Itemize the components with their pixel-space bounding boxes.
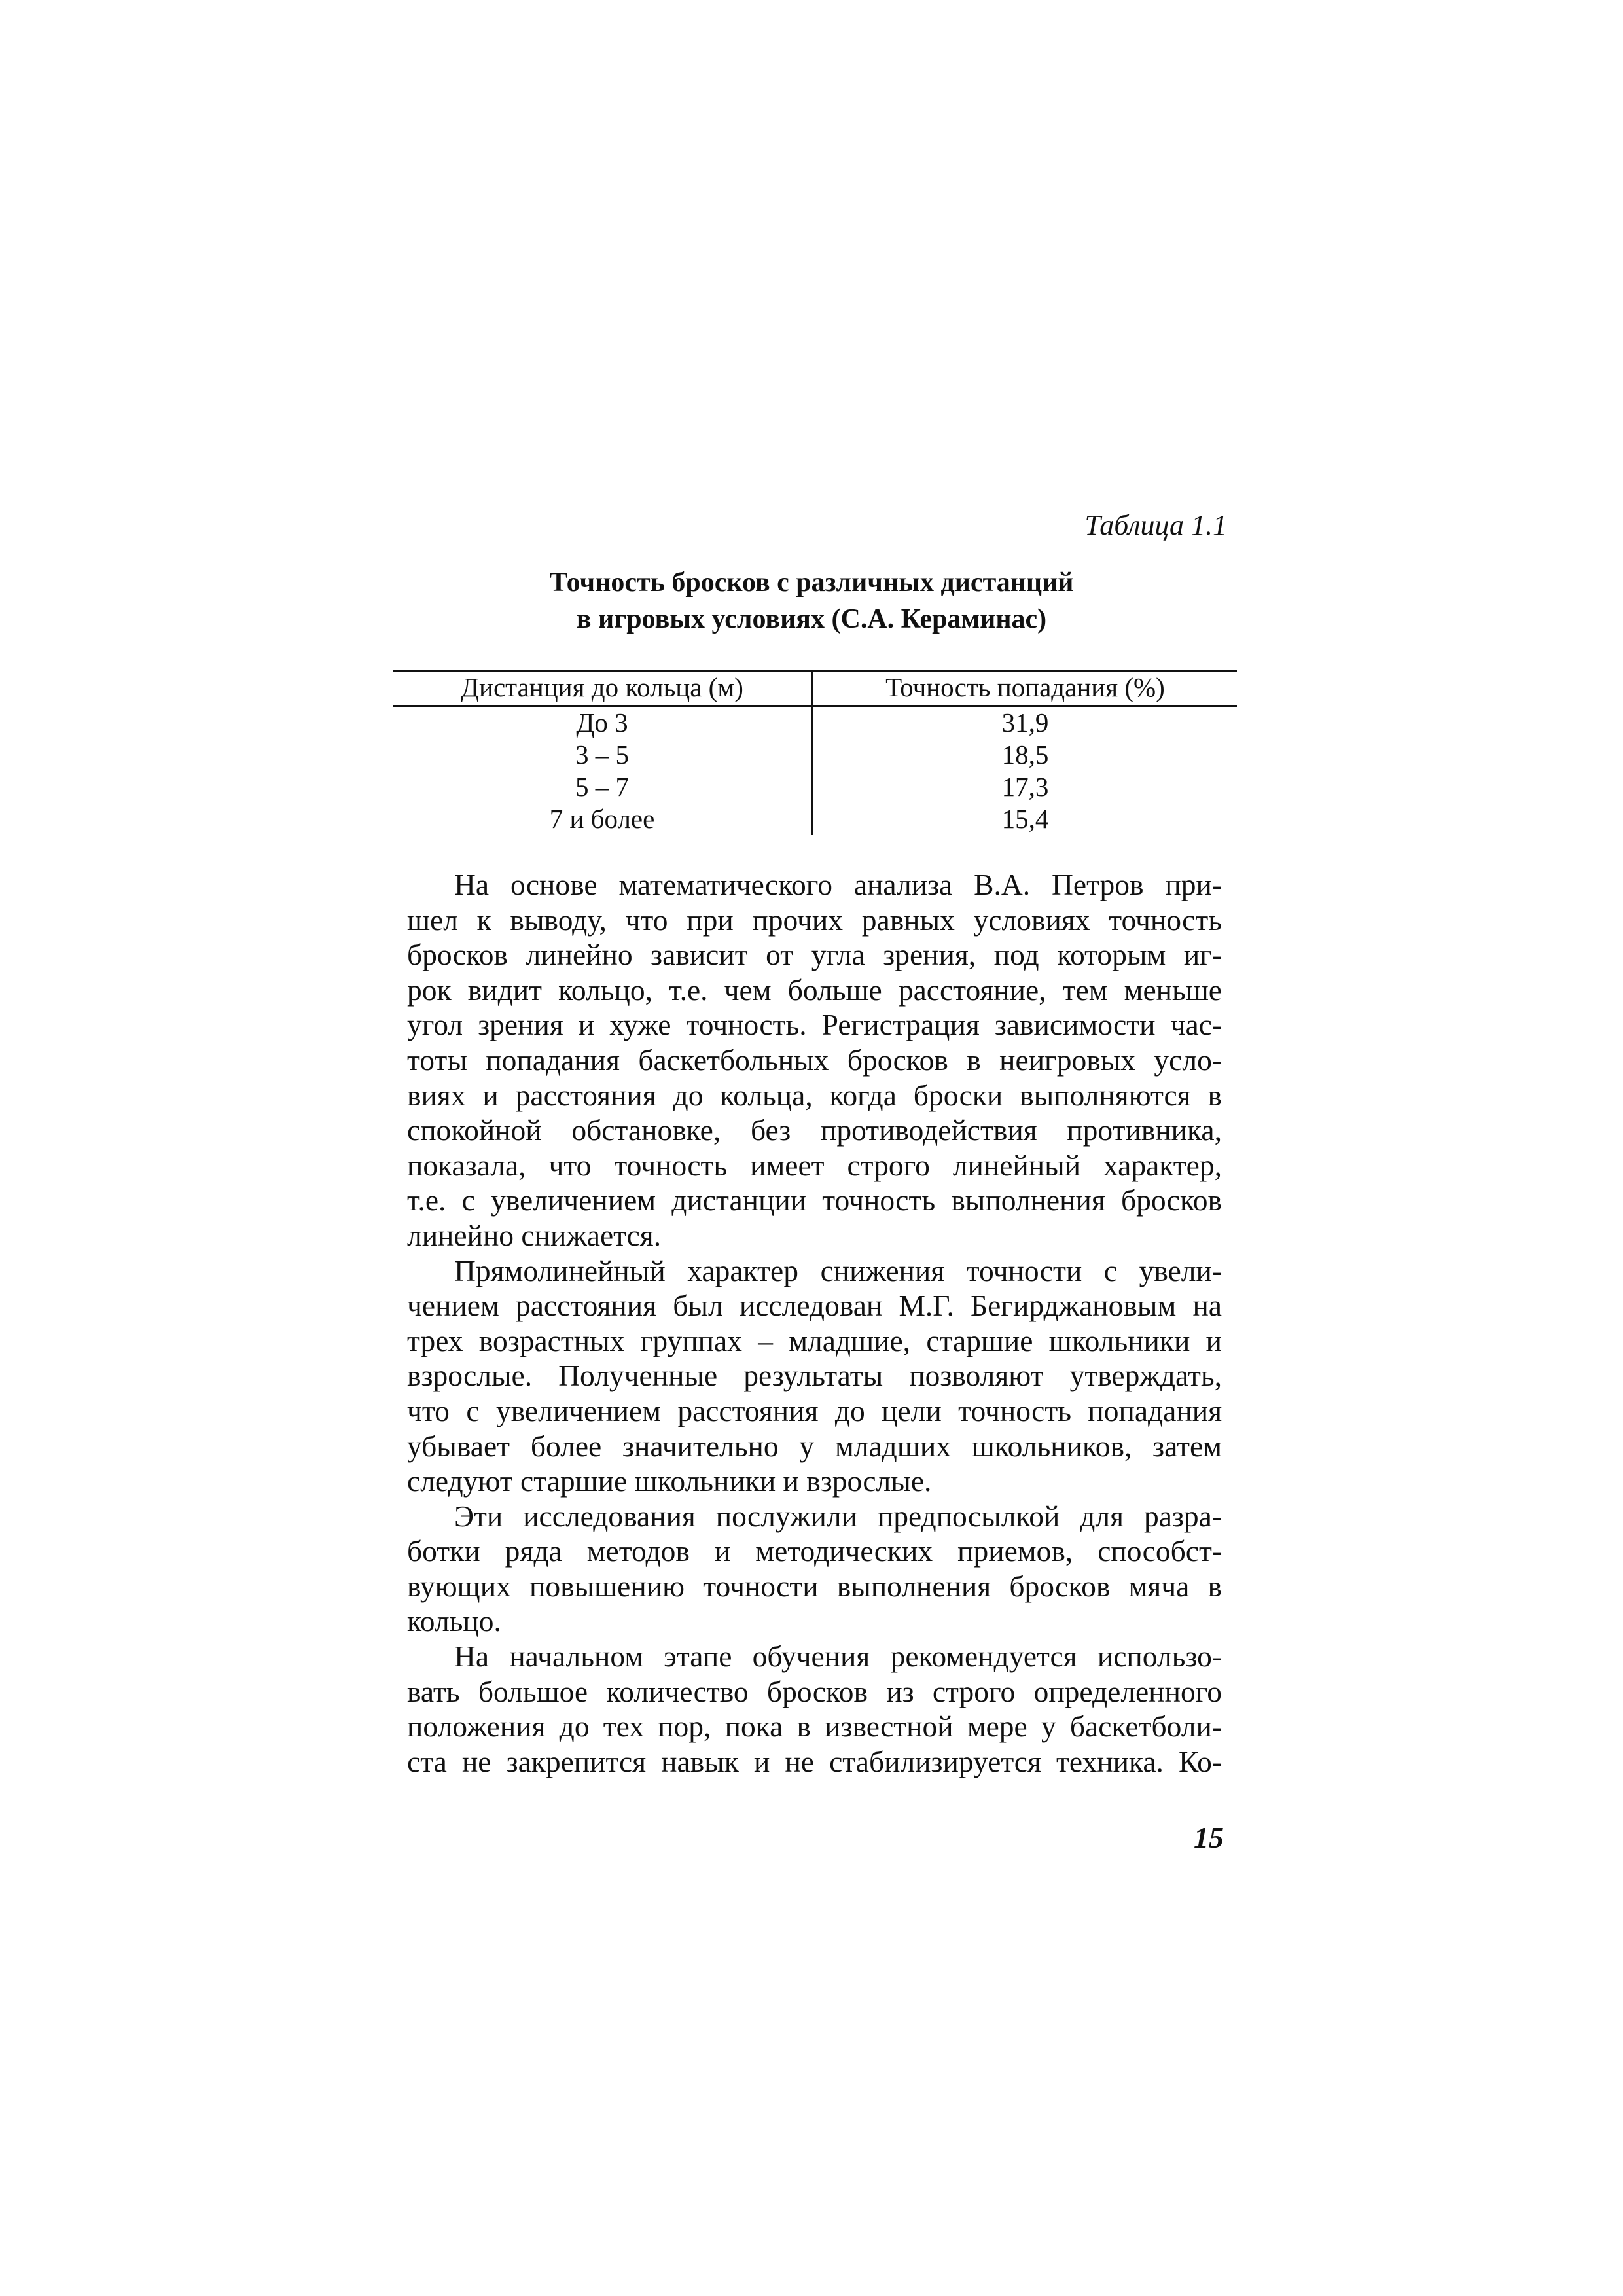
paragraph-line: ста не закрепится навык и не стабилизируется техника. Ко- [407,1744,1222,1778]
accuracy-cell: 18,5 [1001,740,1049,770]
accuracy-cell: 31,9 [1001,708,1049,738]
distance-cell: 3 – 5 [393,739,813,771]
paragraph-line: Прямолинейный характер снижения точности с увели- [454,1253,1222,1287]
column-header-accuracy: Точность попадания (%) [813,671,1238,706]
table-title-line: Точность бросков с различных дистанций [549,567,1074,598]
body-text [407,867,1222,1779]
paragraph-line: чением расстояния был исследован М.Г. Бегирджановым на [407,1289,1222,1323]
table-title-line: в игровых условиях (С.А. Кераминас) [576,604,1047,634]
distance-cell: 7 и более [393,803,813,835]
paragraph-line: вующих повышению точности выполнения бросков мяча в [407,1569,1222,1603]
accuracy-cell: 17,3 [1001,772,1049,802]
paragraph-line: что с увеличением расстояния до цели точность попадания [407,1393,1222,1427]
table-row [393,771,1237,803]
table-row [393,803,1237,835]
paragraph-line: линейно снижается. [407,1218,662,1252]
paragraph-line: ботки ряда методов и методических приемов, способст- [407,1534,1222,1568]
paragraph-line: угол зрения и хуже точность. Регистрация зависимости час- [407,1008,1222,1042]
table-row [393,706,1237,740]
paragraph-line: показала, что точность имеет строго линейный характер, [407,1148,1222,1182]
paragraph-line: На основе математического анализа В.А. Петров при- [454,868,1222,901]
table-header-row [393,671,1237,706]
paragraph-line: положения до тех пор, пока в известной мере у баскетболи- [407,1710,1222,1744]
paragraph-line: рок видит кольцо, т.е. чем больше расстояние, тем меньше [407,973,1222,1007]
paragraph-line: вать большое количество бросков из строго определенного [407,1674,1222,1708]
paragraph-line: бросков линейно зависит от угла зрения, под которым иг- [407,938,1222,972]
paragraph-line: Эти исследования послужили предпосылкой для разра- [454,1499,1222,1533]
table-title [393,564,1230,637]
paragraph-line: шел к выводу, что при прочих равных условиях точность [407,903,1222,937]
page-number: 15 [1194,1821,1224,1854]
paragraph-line: спокойной обстановке, без противодействия противника, [407,1113,1222,1147]
paragraph-line: следуют старшие школьники и взрослые. [407,1464,932,1498]
distance-cell: До 3 [393,706,813,740]
paragraph-line: кольцо. [407,1604,501,1638]
paragraph-line: т.е. с увеличением дистанции точность выполнения бросков [407,1183,1222,1217]
column-header-distance: Дистанция до кольца (м) [393,671,813,706]
paragraph-line: убывает более значительно у младших школьников, затем [407,1429,1222,1463]
table-label: Таблица 1.1 [1084,509,1227,541]
paragraph-line: трех возрастных группах – младшие, старшие школьники и [407,1323,1222,1357]
distance-cell: 5 – 7 [393,771,813,803]
paragraph-line: тоты попадания баскетбольных бросков в неигровых усло- [407,1043,1222,1077]
table-row [393,739,1237,771]
accuracy-cell: 15,4 [1001,804,1049,834]
paragraph-line: На начальном этапе обучения рекомендуется использо- [454,1640,1222,1674]
accuracy-table [393,670,1237,835]
paragraph-line: виях и расстояния до кольца, когда броски выполняются в [407,1078,1222,1112]
paragraph-line: взрослые. Полученные результаты позволяют утверждать, [407,1359,1222,1393]
